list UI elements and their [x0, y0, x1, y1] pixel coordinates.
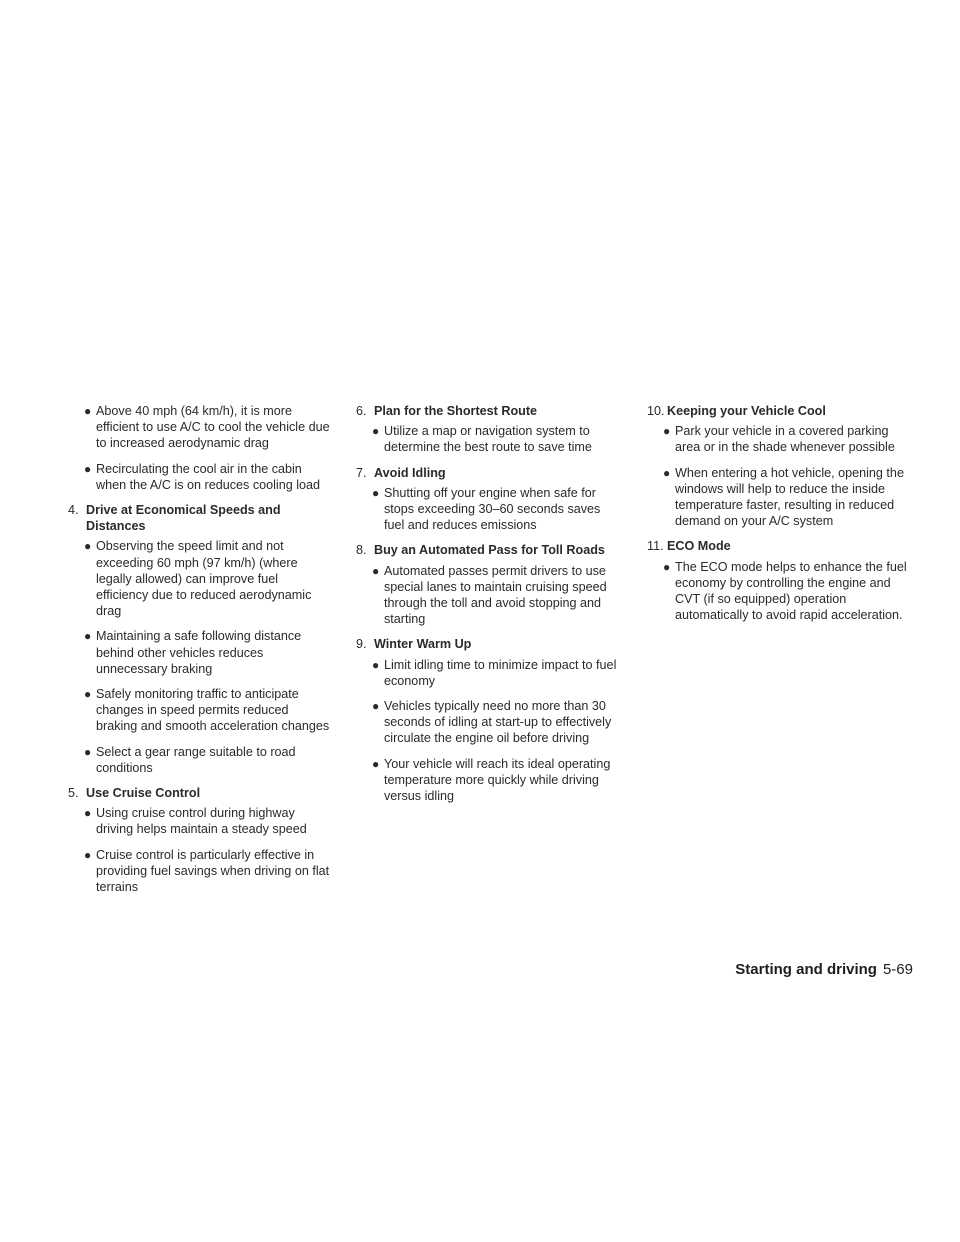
bullet-item: ● Observing the speed limit and not exceeding 60 mph (97 km/h) (where legally allowed) can improve fuel efficiency due to reduced aerodynamic drag [84, 539, 312, 619]
bullet-icon: ● [84, 847, 92, 862]
bullet-icon: ● [372, 699, 380, 714]
bullet-icon: ● [663, 424, 671, 439]
section-5 [68, 785, 330, 895]
bullet-item: ● Automated passes permit drivers to use special lanes to maintain cruising speed through the toll and avoid stopping and starting [372, 563, 607, 627]
bullet-icon: ● [372, 563, 380, 578]
section-heading: 8. Buy an Automated Pass for Toll Roads [356, 543, 605, 558]
bullet-item: ● Park your vehicle in a covered parking area or in the shade whenever possible [663, 424, 895, 455]
bullet-item: ● Shutting off your engine when safe for stops exceeding 30–60 seconds saves fuel and reduces emissions [372, 485, 601, 533]
bullet-icon: ● [663, 465, 671, 480]
bullet-icon: ● [84, 806, 92, 821]
section-4 [68, 502, 330, 776]
section-heading: 5. Use Cruise Control [68, 786, 201, 801]
bullet-item: ● Using cruise control during highway driving helps maintain a steady speed [84, 806, 307, 837]
bullet-icon: ● [84, 539, 92, 554]
section-6 [356, 403, 618, 456]
bullet-item: ● Utilize a map or navigation system to determine the best route to save time [372, 424, 592, 455]
bullet-item: ● Recirculating the cool air in the cabin when the A/C is on reduces cooling load [84, 461, 321, 492]
column-left [68, 403, 330, 904]
section-heading: 9. Winter Warm Up [356, 637, 472, 652]
bullet-item: ● Maintaining a safe following distance behind other vehicles reduces unnecessary braking [84, 629, 302, 676]
column-middle [356, 403, 618, 813]
bullet-item: ● Your vehicle will reach its ideal operating temperature more quickly while driving versus idling [372, 756, 611, 804]
bullet-icon: ● [663, 559, 671, 574]
section-11 [647, 538, 913, 623]
column-right [647, 403, 913, 632]
bullet-icon: ● [84, 687, 92, 702]
bullet-item: ● Vehicles typically need no more than 30 seconds of idling at start-up to effectively circulate the engine oil before driving [372, 699, 612, 746]
bullet-icon: ● [372, 756, 380, 771]
bullet-icon: ● [372, 657, 380, 672]
section-8 [356, 542, 618, 627]
page-footer [735, 961, 913, 978]
bullet-item: ● Safely monitoring traffic to anticipate changes in speed permits reduced braking and smooth acceleration changes [84, 687, 330, 734]
bullet-icon: ● [84, 404, 92, 418]
section-9 [356, 636, 618, 804]
section-heading: 6. Plan for the Shortest Route [356, 404, 538, 418]
section-heading: 11. ECO Mode [647, 539, 731, 554]
bullet-icon: ● [84, 744, 92, 759]
section-10 [647, 403, 913, 529]
bullet-icon: ● [372, 424, 380, 439]
section-heading: 7. Avoid Idling [356, 465, 446, 480]
section-7 [356, 465, 618, 534]
section-heading: 10. Keeping your Vehicle Cool [647, 404, 826, 418]
bullet-item: ● The ECO mode helps to enhance the fuel economy by controlling the engine and CVT (if so equipped) operation automatically to avoid rapid acceleration. [663, 559, 907, 623]
bullet-item: ● Above 40 mph (64 km/h), it is more efficient to use A/C to cool the vehicle due to increased aerodynamic drag [84, 404, 330, 451]
bullet-icon: ● [84, 461, 92, 476]
page-number: 5-69 [882, 961, 913, 978]
bullet-item: ● Limit idling time to minimize impact to fuel economy [372, 657, 617, 688]
bullet-item: ● Cruise control is particularly effective in providing fuel savings when driving on flat terrains [84, 847, 330, 895]
bullet-icon: ● [84, 629, 92, 644]
bullet-item: ● When entering a hot vehicle, opening the windows will help to reduce the inside temperature faster, resulting in reduced demand on your A/C system [663, 465, 904, 529]
chapter-title: Starting and driving [735, 961, 877, 978]
section-heading: 4. Drive at Economical Speeds and Distances [68, 503, 281, 534]
bullet-item: ● Select a gear range suitable to road conditions [84, 744, 296, 775]
bullet-icon: ● [372, 485, 380, 500]
